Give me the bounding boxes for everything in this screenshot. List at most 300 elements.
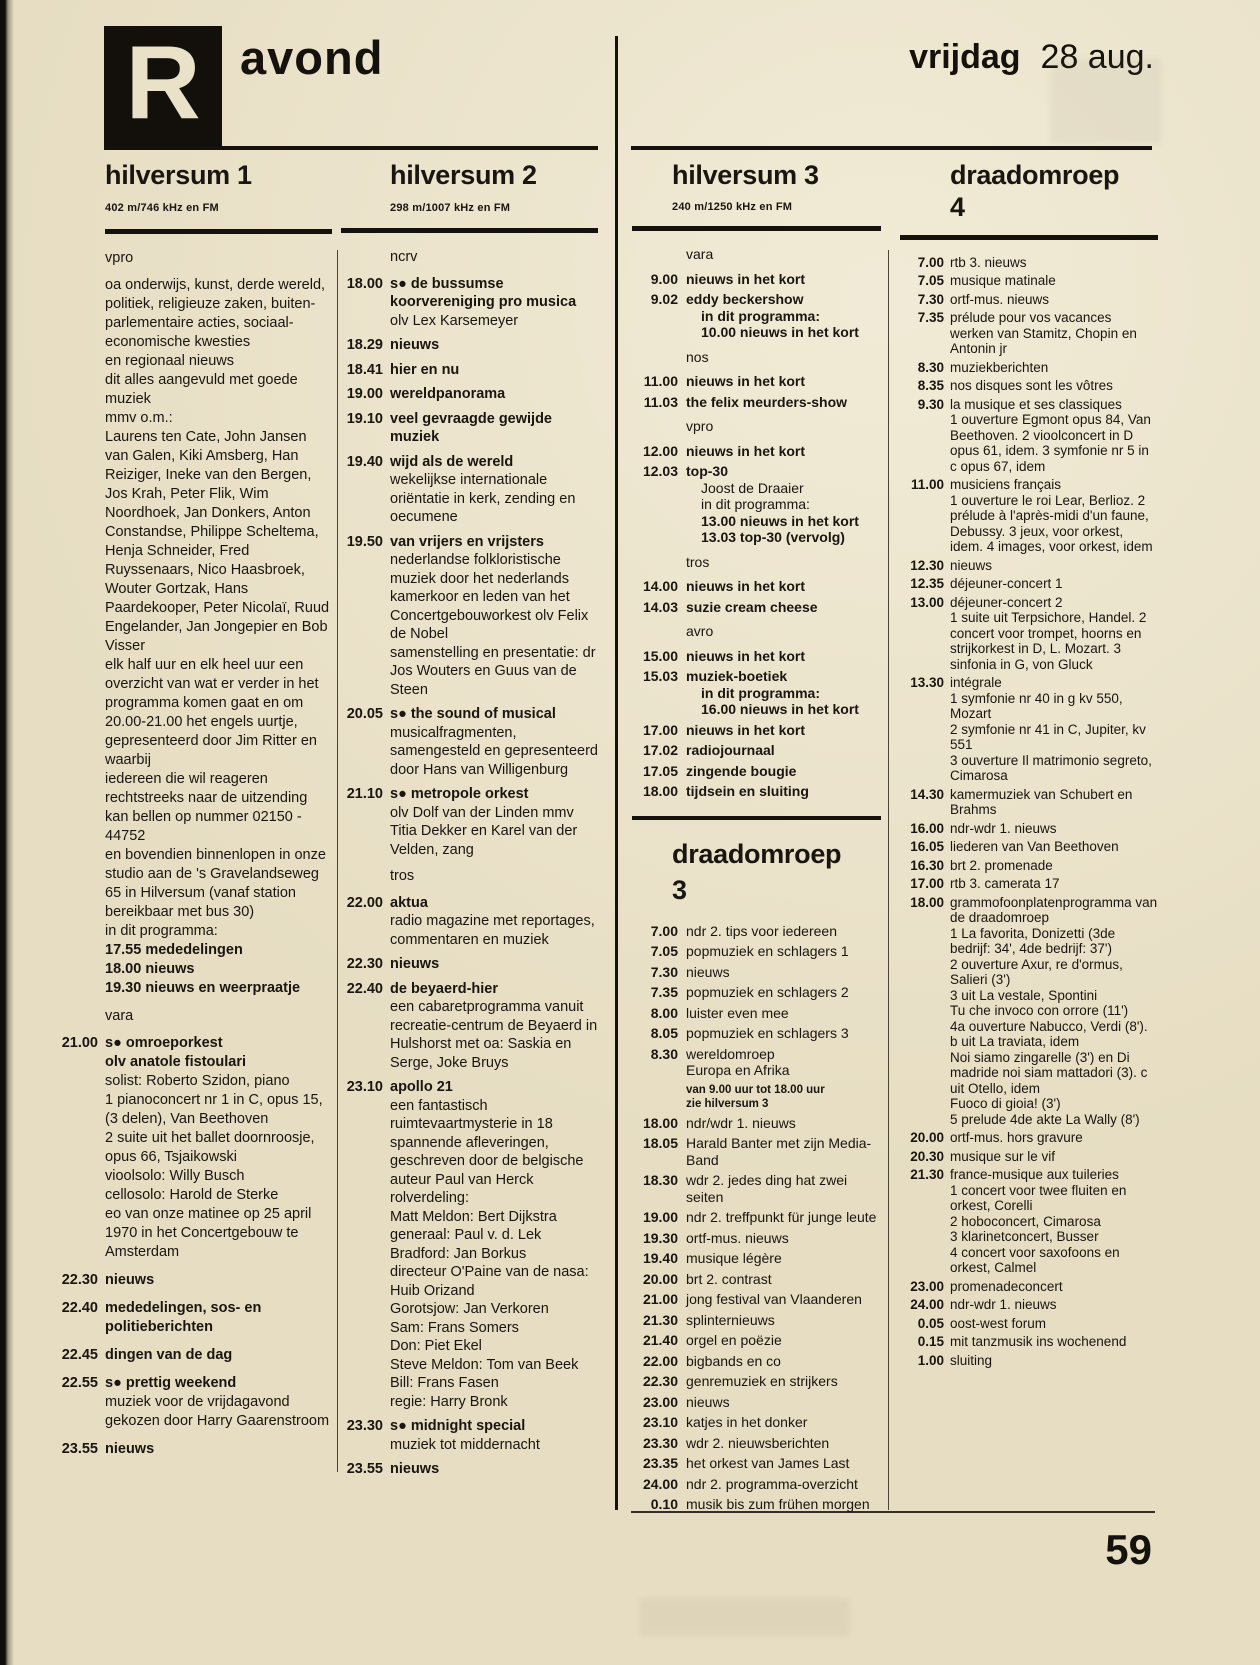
program-details <box>950 397 1158 475</box>
program-time: 16.00 <box>910 820 944 836</box>
program-entry <box>632 1435 881 1452</box>
program-entry <box>341 361 598 380</box>
program-text: 3 uit La vestale, Spontini <box>950 987 1098 1003</box>
program-time: 15.03 <box>642 668 678 685</box>
station-header <box>390 160 598 217</box>
program-text: musique sur le vif <box>950 1148 1056 1164</box>
program-details <box>390 453 598 527</box>
program-text: in dit programma: <box>105 922 218 939</box>
program-details <box>686 964 881 981</box>
program-entry <box>632 742 881 759</box>
program-time: 23.10 <box>346 1079 383 1096</box>
program-details <box>390 275 598 331</box>
program-details <box>950 787 1158 818</box>
program-details <box>105 1346 332 1365</box>
program-entry <box>48 1034 332 1262</box>
network-label: tros <box>686 553 710 570</box>
program-text: Bradford: Jan Borkus <box>390 1245 527 1262</box>
program-title: suzie cream cheese <box>686 598 818 615</box>
program-details <box>950 1149 1158 1165</box>
program-text: een fantastisch ruimtevaartmysterie in 18 spannende afleveringen, geschreven door de belgische auteur Paul van Herck <box>390 1097 584 1188</box>
program-text: en bovendien binnenlopen in onze studio aan de 's Gravelandseweg 65 in Hilversum (vanaf station bereikbaar met bus 30) <box>105 846 326 920</box>
program-details <box>686 668 881 718</box>
program-time: 20.30 <box>910 1148 944 1164</box>
program-text: iedereen die wil reageren rechtstreeks naar de uitzending kan bellen op nummer 02150 - 44752 <box>105 770 308 844</box>
program-entry <box>900 1297 1158 1313</box>
program-entry <box>632 1271 881 1288</box>
program-title: nieuws in het kort <box>686 721 806 738</box>
program-time: 7.35 <box>917 310 944 326</box>
program-entry <box>632 1230 881 1247</box>
program-details <box>390 1460 598 1479</box>
program-details <box>686 1005 881 1022</box>
program-text: grammofoonplatenprogramma van de draadomroep <box>950 894 1158 926</box>
program-time: 21.00 <box>642 1291 678 1308</box>
program-text: muziekberichten <box>950 359 1049 375</box>
station-name: draadomroep <box>950 160 1120 190</box>
program-time: 18.00 <box>910 894 944 910</box>
program-text: 1 pianoconcert nr 1 in C, opus 15, (3 delen), Van Beethoven <box>105 1091 323 1127</box>
station-frequency: 240 m/1250 kHz en FM <box>672 200 793 213</box>
program-text: déjeuner-concert 1 <box>950 576 1063 592</box>
program-text: splinternieuws <box>686 1311 775 1328</box>
program-details <box>686 271 881 288</box>
program-time <box>632 1083 678 1111</box>
program-list <box>632 246 881 1512</box>
program-title: 13.00 nieuws in het kort <box>701 512 859 529</box>
program-time: 16.30 <box>910 857 944 873</box>
program-title: nieuws in het kort <box>686 442 806 459</box>
program-title: nieuws in het kort <box>686 647 806 664</box>
program-details <box>390 410 598 447</box>
column-divider-3-4 <box>888 250 889 1510</box>
program-time: 24.00 <box>642 1475 678 1492</box>
program-text: 4 concert voor saxofoons en orkest, Calmel <box>950 1244 1120 1276</box>
program-text: ndr 2. tips voor iedereen <box>686 922 837 939</box>
program-time: 14.30 <box>910 786 944 802</box>
program-time: 23.10 <box>642 1414 678 1431</box>
network-label: ncrv <box>390 249 418 266</box>
program-entry <box>341 980 598 1073</box>
program-time: 18.00 <box>346 275 383 292</box>
program-title: nieuws <box>105 1271 155 1288</box>
program-details <box>390 894 598 950</box>
program-time: 19.00 <box>642 1209 678 1226</box>
program-details <box>686 1496 881 1513</box>
program-text: directeur O'Paine van de nasa: Huib Orizand <box>390 1264 589 1299</box>
program-text: muziek voor de vrijdagavond gekozen door Harry Gaarenstroom <box>105 1393 330 1429</box>
program-text: Sam: Frans Somers <box>390 1319 519 1336</box>
program-details <box>950 595 1158 673</box>
program-text: ortf-mus. hors gravure <box>950 1130 1083 1146</box>
program-text: 2 suite uit het ballet doornroosje, opus 66, Tsjaikowski <box>105 1129 315 1165</box>
program-details <box>950 1167 1158 1276</box>
program-text: mit tanzmusik ins wochenend <box>950 1334 1127 1350</box>
program-time: 19.00 <box>346 386 383 403</box>
program-time: 19.50 <box>346 533 383 550</box>
program-title: radiojournaal <box>686 742 775 759</box>
program-text: in dit programma: <box>701 496 810 513</box>
program-text: ortf-mus. nieuws <box>950 291 1050 307</box>
program-text: Bill: Frans Fasen <box>390 1375 499 1392</box>
program-details <box>950 839 1158 855</box>
program-entry <box>341 533 598 700</box>
station-frequency: 298 m/1007 kHz en FM <box>390 201 511 214</box>
program-title: eddy beckershow <box>686 291 804 308</box>
program-entry <box>632 783 881 800</box>
program-text: 5 prelude 4de akte La Wally (8') <box>950 1111 1140 1127</box>
program-details <box>105 1299 332 1337</box>
program-text: Gorotsjow: Jan Verkoren <box>390 1301 549 1318</box>
program-text: regie: Harry Bronk <box>390 1393 508 1410</box>
program-text: Steve Meldon: Tom van Beek <box>390 1356 579 1373</box>
section-title: avond <box>240 31 384 84</box>
program-entry <box>632 964 881 981</box>
program-time: 17.02 <box>642 742 678 759</box>
program-details <box>686 1353 881 1370</box>
program-time: 22.45 <box>61 1346 98 1363</box>
program-title: olv anatole fistoulari <box>105 1053 246 1070</box>
program-title: s● midnight special <box>390 1418 526 1435</box>
program-details <box>950 1130 1158 1146</box>
program-entry <box>900 273 1158 289</box>
network-label: nos <box>686 348 709 365</box>
program-time: 22.30 <box>346 956 383 973</box>
section-title: 3 <box>672 875 687 906</box>
program-details <box>686 1046 881 1079</box>
program-details <box>686 742 881 759</box>
program-details <box>390 533 598 700</box>
program-text: radio magazine met reportages, commentaren en muziek <box>390 913 595 948</box>
program-text: ndr 2. programma-overzicht <box>686 1475 858 1492</box>
program-time: 23.00 <box>642 1393 678 1410</box>
program-time: 11.00 <box>910 477 944 493</box>
program-title: mededelingen, sos- en politieberichten <box>105 1299 262 1335</box>
column-hilversum-2 <box>341 160 598 1485</box>
section-spacer <box>632 909 881 923</box>
program-entry <box>900 576 1158 592</box>
program-details <box>686 463 881 546</box>
program-title: wijd als de wereld <box>390 453 514 470</box>
program-details <box>686 599 881 616</box>
program-title: s● de bussumse koorvereniging pro musica <box>390 275 577 311</box>
section-title: draadomroep <box>672 838 842 869</box>
program-time: 19.10 <box>346 410 383 427</box>
program-details <box>686 1250 881 1267</box>
program-entry <box>632 1312 881 1329</box>
program-title: tijdsein en sluiting <box>686 783 809 800</box>
program-details <box>686 1115 881 1132</box>
program-details <box>950 1279 1158 1295</box>
program-time: 8.30 <box>650 1045 678 1062</box>
program-title: s● the sound of musical <box>390 706 556 723</box>
program-title: van vrijers en vrijsters <box>390 533 544 550</box>
program-details <box>950 876 1158 892</box>
program-text: wereldomroep <box>686 1045 775 1062</box>
program-entry <box>632 1209 881 1226</box>
program-entry <box>632 648 881 665</box>
program-entry <box>632 1046 881 1079</box>
program-text: ortf-mus. nieuws <box>686 1229 789 1246</box>
program-entry <box>632 1414 881 1431</box>
program-entry <box>900 595 1158 673</box>
program-time: 23.35 <box>642 1455 678 1472</box>
program-entry <box>341 785 598 859</box>
column-draadomroep-4 <box>900 160 1158 1371</box>
program-time: 22.40 <box>346 980 383 997</box>
program-time: 12.35 <box>910 576 944 592</box>
program-entry <box>900 839 1158 855</box>
page-number: 59 <box>1105 1526 1152 1573</box>
program-text: Fuoco di gioia! (3') <box>950 1096 1061 1112</box>
program-time: 7.05 <box>650 943 678 960</box>
program-time: 11.03 <box>643 393 678 410</box>
program-details <box>390 705 598 779</box>
program-details <box>390 336 598 355</box>
program-entry <box>900 675 1158 784</box>
program-text: Noi siamo zingarelle (3') en Di madride noi siam mattadori (3). c uit Otello, idem <box>950 1049 1148 1096</box>
column-hilversum-1 <box>48 160 332 1468</box>
program-time: 7.30 <box>650 963 678 980</box>
program-title: 16.00 nieuws in het kort <box>701 701 859 718</box>
program-text: 1 concert voor twee fluiten en orkest, Corelli <box>950 1182 1127 1214</box>
program-entry <box>632 1496 881 1513</box>
program-text: musicalfragmenten, samengesteld en gepresenteerd door Hans van Willigenburg <box>390 724 598 778</box>
program-entry <box>632 1250 881 1267</box>
program-title: s● prettig weekend <box>105 1374 237 1391</box>
program-entry <box>632 1353 881 1370</box>
program-time: 7.35 <box>650 984 678 1001</box>
program-entry <box>900 787 1158 818</box>
program-text: popmuziek en schlagers 3 <box>686 1025 849 1042</box>
program-details <box>390 361 598 380</box>
header-rule-left <box>104 146 598 150</box>
program-details <box>686 984 881 1001</box>
program-time: 13.00 <box>910 594 944 610</box>
program-entry <box>900 1334 1158 1350</box>
program-entry <box>341 275 598 331</box>
program-text: ndr-wdr 1. nieuws <box>950 820 1057 836</box>
program-time: 7.30 <box>917 291 944 307</box>
program-details <box>105 1374 332 1431</box>
program-text: wekelijkse internationale oriëntatie in kerk, zending en oecumene <box>390 472 576 526</box>
program-time: 9.30 <box>917 396 944 412</box>
program-text: een cabaretprogramma vanuit recreatie-centrum de Beyaerd in Hulshorst met oa: Saskia en Serge, Joke Bruys <box>390 999 598 1071</box>
program-entry <box>900 1316 1158 1332</box>
program-entry <box>341 705 598 779</box>
program-time <box>48 276 98 998</box>
program-details <box>686 783 881 800</box>
program-title: 13.03 top-30 (vervolg) <box>701 529 845 546</box>
program-entry <box>900 397 1158 475</box>
program-list <box>48 249 332 1459</box>
program-text: kamermuziek van Schubert en Brahms <box>950 786 1133 818</box>
program-text: musiciens français <box>950 477 1062 493</box>
program-details <box>950 821 1158 837</box>
program-time: 17.00 <box>642 721 678 738</box>
program-entry <box>632 1083 881 1111</box>
program-text: 1 La favorita, Donizetti (3de bedrijf: 34', 4de bedrijf: 37') <box>950 925 1116 957</box>
program-text: solist: Roberto Szidon, piano <box>105 1072 290 1089</box>
program-time: 21.40 <box>642 1332 678 1349</box>
network-label: vara <box>686 246 714 263</box>
column-divider-1-2 <box>337 250 338 1472</box>
program-text: nieuws <box>686 1393 730 1410</box>
program-text: werken van Stamitz, Chopin en Antonin jr <box>950 325 1137 357</box>
program-details <box>686 394 881 411</box>
program-entry <box>900 360 1158 376</box>
program-title: 10.00 nieuws in het kort <box>701 324 859 341</box>
program-entry <box>632 722 881 739</box>
program-title: 17.55 mededelingen <box>105 941 243 958</box>
program-text: la musique et ses classiques <box>950 396 1122 412</box>
program-entry <box>900 378 1158 394</box>
program-details <box>686 1394 881 1411</box>
program-text: vioolsolo: Willy Busch <box>105 1167 245 1184</box>
program-title: aktua <box>390 894 428 911</box>
program-details <box>950 378 1158 394</box>
program-text: samenstelling en presentatie: dr Jos Wouters en Guus van de Steen <box>390 644 596 698</box>
program-time: 18.00 <box>642 783 678 800</box>
program-entry <box>48 1346 332 1365</box>
program-time: 23.55 <box>61 1440 98 1457</box>
program-text: elk half uur en elk heel uur een overzicht van wat er verder in het programma komen gaat en om 20.00-21.00 het engels uurtje, gepresenteerd door Jim Ritter en waarbij <box>105 656 319 768</box>
program-details <box>686 1271 881 1288</box>
program-text: 4a ouverture Nabucco, Verdi (8'). b uit La traviata, idem <box>950 1018 1148 1050</box>
program-title: 18.00 nieuws <box>105 960 195 977</box>
program-text: Matt Meldon: Bert Dijkstra <box>390 1208 557 1225</box>
program-entry <box>900 1279 1158 1295</box>
program-time: 18.00 <box>642 1114 678 1131</box>
program-title: apollo 21 <box>390 1079 453 1096</box>
program-entry <box>632 1291 881 1308</box>
program-text: nederlandse folkloristische muziek door het nederlands kamerkoor en leden van het Concertgebouworkest olv Felix de Nobel <box>390 552 589 643</box>
program-text: Joost de Draaier <box>701 479 804 496</box>
program-details <box>950 255 1158 271</box>
program-entry <box>341 894 598 950</box>
program-title: nieuws in het kort <box>686 270 806 287</box>
program-details <box>390 1417 598 1454</box>
program-text: 3 klarinetconcert, Busser <box>950 1229 1099 1245</box>
program-time: 22.30 <box>642 1373 678 1390</box>
program-text: eo van onze matinee op 25 april 1970 in het Concertgebouw te Amsterdam <box>105 1205 312 1260</box>
program-details <box>686 1025 881 1042</box>
program-time: 22.30 <box>61 1271 98 1288</box>
program-entry <box>900 310 1158 357</box>
program-entry <box>632 1172 881 1205</box>
program-time: 22.55 <box>61 1374 98 1391</box>
program-entry <box>632 763 881 780</box>
program-details <box>105 1271 332 1290</box>
print-bleed-artifact <box>1050 58 1162 144</box>
program-text: france-musique aux tuileries <box>950 1167 1119 1183</box>
program-text: prélude pour vos vacances <box>950 310 1112 326</box>
program-time: 22.40 <box>61 1299 98 1316</box>
program-title: wereldpanorama <box>390 386 506 403</box>
program-title: nieuws <box>390 337 440 354</box>
program-time: 23.55 <box>346 1461 383 1478</box>
program-time: 12.03 <box>642 463 678 480</box>
program-details <box>390 1078 598 1411</box>
program-entry <box>632 923 881 940</box>
program-text: 1 symfonie nr 40 in g kv 550, Mozart <box>950 690 1123 722</box>
program-time: 16.05 <box>910 839 944 855</box>
program-entry <box>900 558 1158 574</box>
program-text: rtb 3. camerata 17 <box>950 876 1060 892</box>
program-details <box>950 1297 1158 1313</box>
program-entry <box>900 477 1158 555</box>
program-title: 19.30 nieuws en weerpraatje <box>105 979 301 996</box>
program-text: musique légère <box>686 1250 782 1267</box>
program-time: 9.02 <box>650 291 678 308</box>
station-rule <box>341 228 598 233</box>
section-divider <box>632 816 881 820</box>
program-entry <box>632 443 881 460</box>
program-text: Don: Piet Ekel <box>390 1338 482 1355</box>
program-time: 18.05 <box>642 1135 678 1152</box>
program-text: 1 suite uit Terpsichore, Handel. 2 concert voor trompet, hoorns en strijkorkest in D, L. Mozart. 3 sinfonia in G, von Gluck <box>950 610 1147 672</box>
program-entry <box>900 1353 1158 1369</box>
program-list <box>341 248 598 1479</box>
program-title: nieuws in het kort <box>686 373 806 390</box>
station-rule <box>632 226 881 231</box>
program-details <box>390 385 598 404</box>
program-text: brt 2. promenade <box>950 857 1053 873</box>
program-time: 11.00 <box>643 373 678 390</box>
program-title: in dit programma: <box>701 307 821 324</box>
program-entry <box>900 1130 1158 1146</box>
program-details <box>390 785 598 859</box>
program-entry <box>341 955 598 974</box>
program-entry <box>341 336 598 355</box>
program-time: 20.05 <box>346 706 383 723</box>
program-time: 18.29 <box>346 337 383 354</box>
program-text: cellosolo: Harold de Sterke <box>105 1186 279 1203</box>
program-entry <box>900 876 1158 892</box>
program-time: 12.30 <box>910 557 944 573</box>
program-entry <box>48 1299 332 1337</box>
program-entry <box>900 895 1158 1128</box>
program-entry <box>632 1115 881 1132</box>
station-name: hilversum 2 <box>390 160 537 190</box>
program-text: olv Dolf van der Linden mmv Titia Dekker en Karel van der Velden, zang <box>390 804 578 858</box>
program-time: 18.30 <box>642 1172 678 1189</box>
program-title: s● omroeporkest <box>105 1034 223 1051</box>
program-details <box>950 360 1158 376</box>
program-entry <box>48 1271 332 1290</box>
program-time: 1.00 <box>917 1352 944 1368</box>
program-time: 0.10 <box>650 1496 678 1513</box>
program-time: 17.00 <box>910 876 944 892</box>
program-entry <box>48 276 332 998</box>
program-details <box>950 1353 1158 1369</box>
station-name: hilversum 3 <box>672 160 819 190</box>
program-details <box>105 1034 332 1262</box>
program-title: hier en nu <box>390 361 460 378</box>
program-text: brt 2. contrast <box>686 1270 772 1287</box>
program-details <box>686 943 881 960</box>
program-title: the felix meurders-show <box>686 393 848 410</box>
program-text: dit alles aangevuld met goede muziek <box>105 371 298 407</box>
program-text: ndr-wdr 1. nieuws <box>950 1297 1057 1313</box>
program-time: 7.00 <box>917 254 944 270</box>
program-text: olv Lex Karsemeyer <box>390 312 519 329</box>
program-time: 18.41 <box>346 361 383 378</box>
program-time: 14.03 <box>642 598 678 615</box>
program-text: genremuziek en strijkers <box>686 1373 838 1390</box>
program-entry <box>341 1417 598 1454</box>
program-details <box>686 1332 881 1349</box>
